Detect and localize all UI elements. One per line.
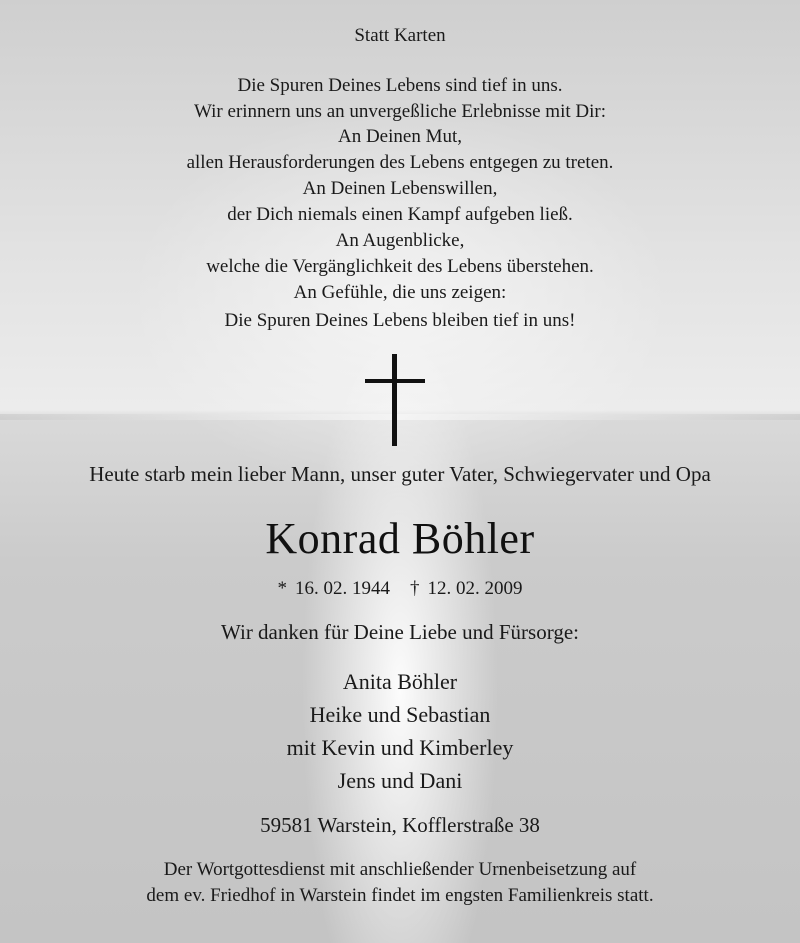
birth-date: 16. 02. 1944 [295,578,390,599]
footer-line: Der Wortgottesdienst mit anschließender Urnenbeisetzung auf [163,859,637,880]
poem-line: An Augenblicke, [335,230,465,251]
header-statt-karten: Statt Karten [354,25,446,46]
address: 59581 Warstein, Kofflerstraße 38 [260,813,540,837]
family-member: Jens und Dani [337,768,463,793]
birth-star-icon: * [277,578,287,599]
poem-line: allen Herausforderungen des Lebens entgegen zu treten. [186,152,614,173]
family-member: Anita Böhler [342,669,458,694]
life-dates [0,578,800,600]
death-announcement: Heute starb mein lieber Mann, unser guter Vater, Schwiegervater und Opa [89,462,711,486]
death-cross-icon: † [410,578,420,599]
family-member: mit Kevin und Kimberley [286,735,514,760]
deceased-name: Konrad Böhler [265,514,535,563]
footer-line: dem ev. Friedhof in Warstein findet im engsten Familienkreis statt. [146,885,654,906]
family-member: Heike und Sebastian [309,702,491,727]
poem-line: welche die Vergänglichkeit des Lebens überstehen. [206,256,594,277]
death-date: 12. 02. 2009 [427,578,523,599]
poem-line: Wir erinnern uns an unvergeßliche Erlebnisse mit Dir: [193,101,607,122]
poem-line: der Dich niemals einen Kampf aufgeben ließ. [227,204,573,225]
poem-line: An Deinen Lebenswillen, [302,178,498,199]
thanks-line: Wir danken für Deine Liebe und Fürsorge: [221,620,579,644]
poem-line: An Gefühle, die uns zeigen: [293,282,507,303]
poem-line: An Deinen Mut, [337,126,462,147]
poem-line: Die Spuren Deines Lebens bleiben tief in uns! [224,310,576,331]
poem-line: Die Spuren Deines Lebens sind tief in uns. [237,75,563,96]
cross-icon [365,354,425,446]
